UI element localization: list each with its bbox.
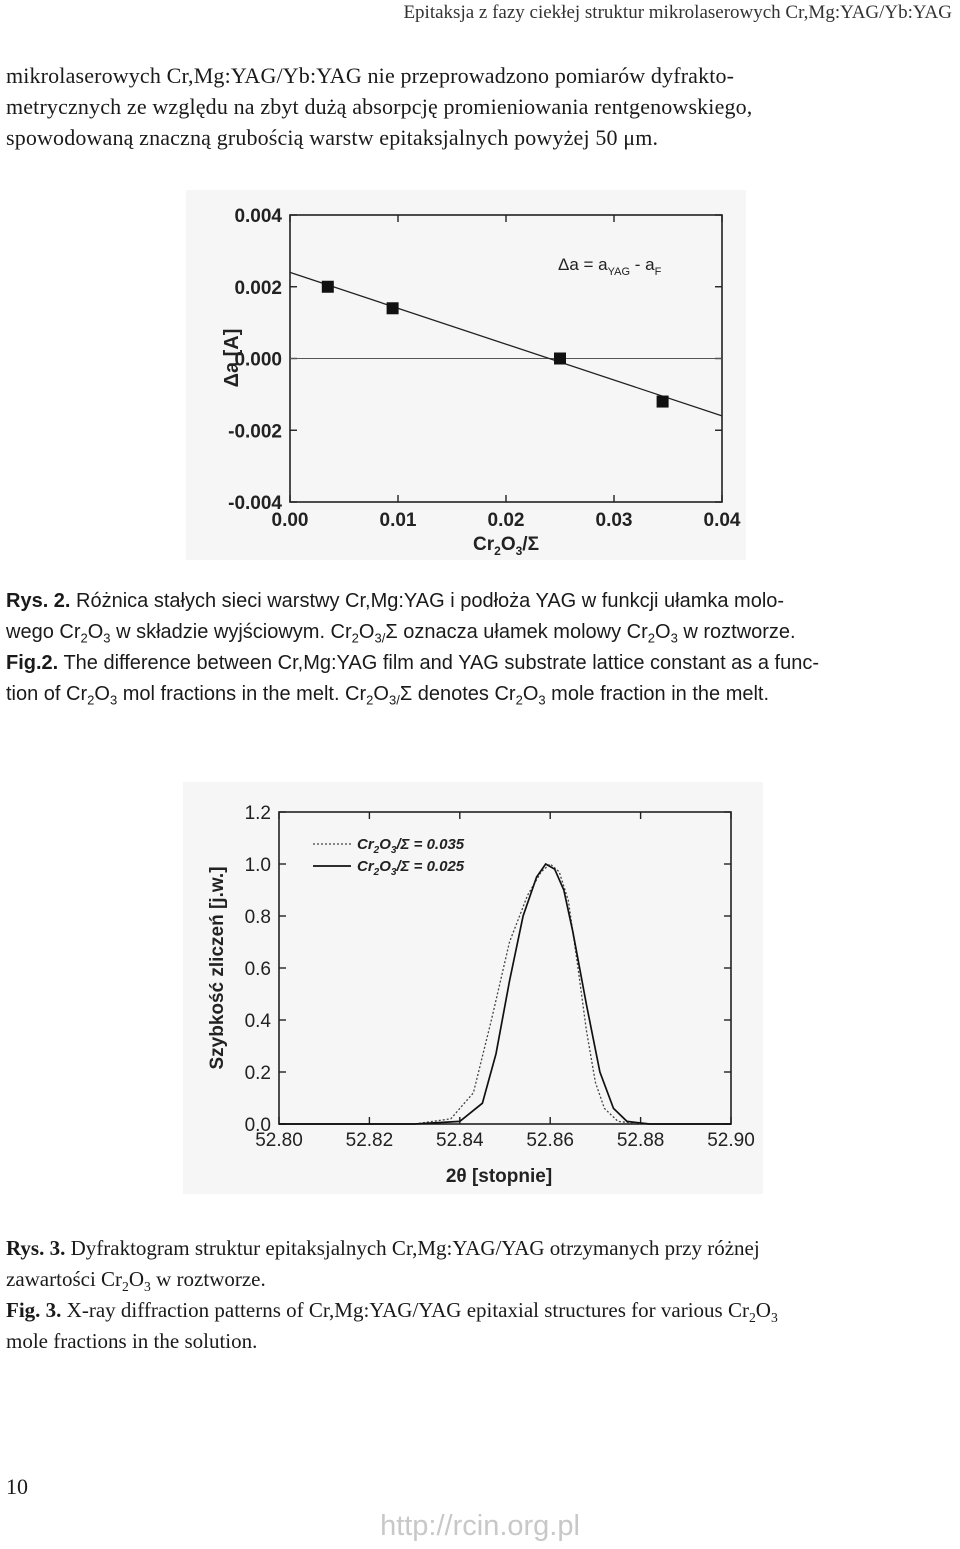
caption-line: zawartości $Cr_2O_3$ w roztworze. (6, 1267, 266, 1294)
y-tick-labels (245, 803, 272, 1136)
legend (313, 836, 465, 878)
y-tick-label: 1.2 (244, 803, 271, 824)
y-tick-label: 0.002 (234, 277, 282, 299)
running-header: Epitaksja z fazy ciekłej struktur mikrolaserowych Cr,Mg:YAG/Yb:YAG (403, 2, 952, 23)
x-tick-label: 52.86 (526, 1130, 574, 1151)
x-tick-label: 52.90 (707, 1130, 755, 1151)
caption-text: w składzie wyjściowym. Cr (116, 621, 352, 643)
caption-text: Różnica stałych sieci warstwy Cr,Mg:YAG i podłoża YAG w funkcji ułamka molo- (76, 590, 785, 612)
legend-label-0035: $Cr_2O_3/\Sigma = 0.035$ (357, 836, 465, 856)
intro-line: mikrolaserowych Cr,Mg:YAG/Yb:YAG nie przeprowadzono pomiarów dyfrakto- (6, 63, 735, 88)
caption-text: zawartości Cr (6, 1267, 123, 1291)
tick-group (279, 812, 731, 1124)
y-tick-label: -0.004 (228, 493, 282, 514)
rys-label: Rys. 3. (6, 1236, 66, 1260)
rys-label: Rys. 2. (6, 590, 71, 612)
intro-paragraph (6, 60, 952, 153)
plot-frame (279, 812, 731, 1124)
caption-text: O (522, 683, 539, 705)
y-tick-label: 1.0 (244, 855, 271, 876)
y-tick-label: 0.4 (244, 1011, 271, 1032)
y-tick-label: -0.002 (228, 421, 282, 443)
x-axis-label: $Cr_2O_3/\Sigma$ (473, 534, 539, 558)
caption-text: w roztworze. (683, 621, 796, 643)
caption-line: tion of $Cr_2O_3$ mol fractions in the melt. $Cr_2O_{3/}\Sigma$ denotes $Cr_2O_3$ mole fraction in the melt. (6, 683, 770, 708)
caption-text: O (373, 683, 389, 705)
y-tick-label: 0.004 (234, 206, 282, 227)
caption-text: O (128, 1267, 145, 1291)
fig-label: Fig.2. (6, 652, 59, 674)
caption-line: wego $Cr_2O_3$ w składzie wyjściowym. $Cr_2O_{3/}\Sigma$ oznacza ułamek molowy $Cr_2O_3$ w roztworze. (6, 621, 796, 646)
lattice-difference-chart (186, 190, 746, 560)
caption-text: Dyfraktogram struktur epitaksjalnych Cr,Mg:YAG/YAG otrzymanych przy różnej (70, 1236, 760, 1260)
footer-url: http://rcin.org.pl (380, 1510, 580, 1542)
x-tick-label: 52.88 (616, 1130, 665, 1151)
x-tick-label: 0.03 (595, 510, 633, 531)
fit-line (290, 272, 722, 416)
diffraction-chart (183, 782, 763, 1194)
y-axis-label: Δa [A] (221, 328, 243, 388)
fig-label: Fig. 3. (6, 1298, 62, 1322)
caption-text: O (94, 683, 110, 705)
series-0025-line (279, 864, 731, 1124)
caption-line (6, 586, 952, 617)
data-point-square (387, 302, 399, 314)
y-tick-label: 0.2 (244, 1063, 271, 1084)
figure-2-caption (6, 586, 952, 710)
legend-label-0025: $Cr_2O_3/\Sigma = 0.025$ (357, 858, 465, 878)
intro-line: metrycznych ze względu na zbyt dużą absorpcję promieniowania rentgenowskiego, (6, 94, 753, 119)
series-0035-line (279, 864, 731, 1124)
y-tick-label: 0.8 (244, 907, 271, 928)
figure-3-caption (6, 1233, 952, 1357)
caption-line (6, 648, 952, 679)
data-point-square (657, 396, 669, 408)
page-number: 10 (6, 1474, 28, 1499)
y-tick-label: 0.6 (244, 959, 271, 980)
x-tick-label: 52.82 (345, 1130, 394, 1151)
caption-text: X-ray diffraction patterns of Cr,Mg:YAG/YAG epitaxial structures for various Cr (66, 1298, 749, 1322)
caption-text: O (655, 621, 671, 643)
y-axis-label: Szybkość zliczeń [j.w.] (207, 866, 228, 1070)
data-point-square (554, 353, 566, 365)
intro-line: spowodowaną znaczną grubością warstw epitaksjalnych powyżej 50 μm. (6, 125, 659, 150)
caption-text: O (358, 621, 375, 643)
caption-text: w roztworze. (156, 1267, 266, 1291)
caption-text: mole fraction in the melt. (551, 683, 770, 705)
caption-text: O (755, 1298, 771, 1322)
y-tick-label: 0.000 (234, 349, 282, 371)
caption-text: Σ oznacza ułamek molowy Cr (385, 621, 648, 643)
caption-line (6, 1233, 952, 1264)
figure-2 (186, 190, 746, 560)
x-tick-labels (272, 510, 741, 531)
caption-text: The difference between Cr,Mg:YAG film and YAG substrate lattice constant as a func- (63, 652, 820, 674)
x-tick-label: 0.00 (271, 510, 309, 531)
figure-3 (183, 782, 763, 1194)
x-tick-label: 0.02 (487, 510, 525, 531)
x-tick-label: 52.84 (436, 1130, 484, 1151)
caption-text: mol fractions in the melt. Cr (122, 683, 367, 705)
x-tick-label: 0.04 (703, 510, 741, 531)
caption-text: O (87, 621, 104, 643)
caption-line: Fig. 3. X-ray diffraction patterns of Cr,Mg:YAG/YAG epitaxial structures for various $Cr_2O_3$ (6, 1298, 778, 1325)
caption-line: mole fractions in the solution. (6, 1329, 258, 1353)
x-tick-label: 52.80 (255, 1130, 303, 1151)
caption-text: Σ denotes Cr (399, 683, 516, 705)
caption-text: wego Cr (6, 621, 81, 643)
caption-text: tion of Cr (6, 683, 88, 705)
x-axis-label: 2θ [stopnie] (445, 1166, 553, 1187)
equation-annotation: $\Delta a = a_{YAG} - a_F$ (558, 255, 662, 278)
x-tick-labels (255, 1130, 755, 1151)
data-point-square (322, 281, 334, 293)
x-tick-label: 0.01 (379, 510, 417, 531)
y-tick-label: 0.0 (244, 1115, 271, 1136)
